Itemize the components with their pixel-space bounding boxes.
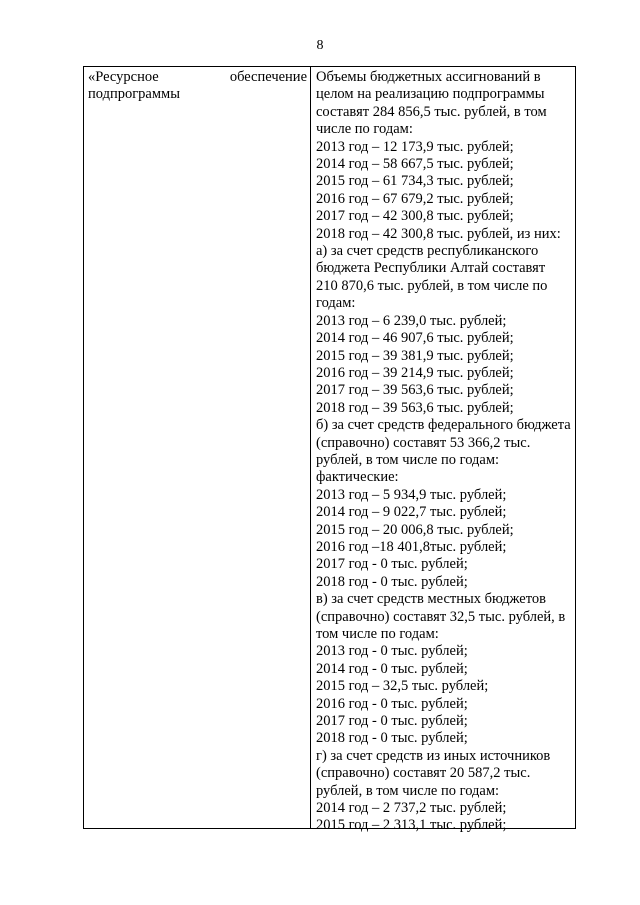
text-line: 2018 год – 42 300,8 тыс. рублей, из них: [316, 225, 561, 242]
table-label-cell [84, 67, 311, 828]
text-line: целом на реализацию подпрограммы [316, 86, 545, 103]
text-line: 2018 год – 39 563,6 тыс. рублей; [316, 399, 514, 416]
text-line: (справочно) составят 53 366,2 тыс. [316, 434, 531, 451]
text-line: 2017 год – 42 300,8 тыс. рублей; [316, 208, 514, 225]
label-word-resource: «Ресурсное [88, 69, 159, 85]
text-line: 2014 год – 2 737,2 тыс. рублей; [316, 800, 507, 817]
text-line: 2014 год - 0 тыс. рублей; [316, 660, 468, 677]
text-line: 2014 год – 58 667,5 тыс. рублей; [316, 156, 514, 173]
label-word-subprogram: подпрограммы [88, 86, 180, 102]
label-line-1 [88, 69, 307, 86]
table-value-cell [311, 67, 575, 834]
text-line: 2015 год – 39 381,9 тыс. рублей; [316, 347, 514, 364]
text-line: числе по годам: [316, 121, 413, 138]
text-line: 2014 год – 9 022,7 тыс. рублей; [316, 504, 507, 521]
text-line: а) за счет средств республиканского [316, 243, 539, 260]
text-line: 2017 год – 39 563,6 тыс. рублей; [316, 382, 514, 399]
text-line: 2015 год – 2 313,1 тыс. рублей; [316, 817, 507, 834]
text-line: 2013 год – 5 934,9 тыс. рублей; [316, 486, 507, 503]
text-line: 2017 год - 0 тыс. рублей; [316, 556, 468, 573]
text-line: рублей, в том числе по годам: [316, 451, 500, 468]
text-line: фактические: [316, 469, 399, 486]
text-line: рублей, в том числе по годам: [316, 782, 500, 799]
text-line: том числе по годам: [316, 626, 439, 642]
text-line: 2016 год - 0 тыс. рублей; [316, 695, 468, 712]
text-line: составят 284 856,5 тыс. рублей, в том [316, 103, 547, 120]
text-line: бюджета Республики Алтай составят [316, 260, 546, 277]
text-line: б) за счет средств федерального бюджета [316, 417, 571, 434]
page-number: 8 [316, 38, 324, 53]
text-line: (справочно) составят 32,5 тыс. рублей, в [316, 608, 566, 625]
text-line: 2014 год – 46 907,6 тыс. рублей; [316, 330, 514, 347]
label-word-provision: обеспечение [229, 69, 307, 85]
text-line: 2018 год - 0 тыс. рублей; [316, 573, 468, 590]
resource-table [83, 66, 576, 834]
text-line: 2016 год – 67 679,2 тыс. рублей; [316, 190, 514, 207]
text-line: 2015 год – 20 006,8 тыс. рублей; [316, 521, 514, 538]
text-line: 2013 год – 12 173,9 тыс. рублей; [316, 138, 514, 155]
text-line: Объемы бюджетных ассигнований в [316, 69, 541, 85]
text-line: 2015 год – 32,5 тыс. рублей; [316, 678, 489, 695]
text-line: 2016 год –18 401,8тыс. рублей; [316, 538, 507, 555]
text-line: 2013 год - 0 тыс. рублей; [316, 643, 468, 660]
text-line: 2017 год - 0 тыс. рублей; [316, 713, 468, 730]
text-line: в) за счет средств местных бюджетов [316, 591, 546, 608]
text-line: 2018 год - 0 тыс. рублей; [316, 730, 468, 747]
text-line: (справочно) составят 20 587,2 тыс. [316, 765, 531, 782]
text-line: 2016 год – 39 214,9 тыс. рублей; [316, 364, 514, 381]
text-line: г) за счет средств из иных источников [316, 747, 551, 764]
text-line: 2013 год – 6 239,0 тыс. рублей; [316, 312, 507, 329]
text-line: годам: [316, 295, 356, 312]
text-line: 210 870,6 тыс. рублей, в том числе по [316, 277, 548, 294]
text-line: 2015 год – 61 734,3 тыс. рублей; [316, 173, 514, 190]
